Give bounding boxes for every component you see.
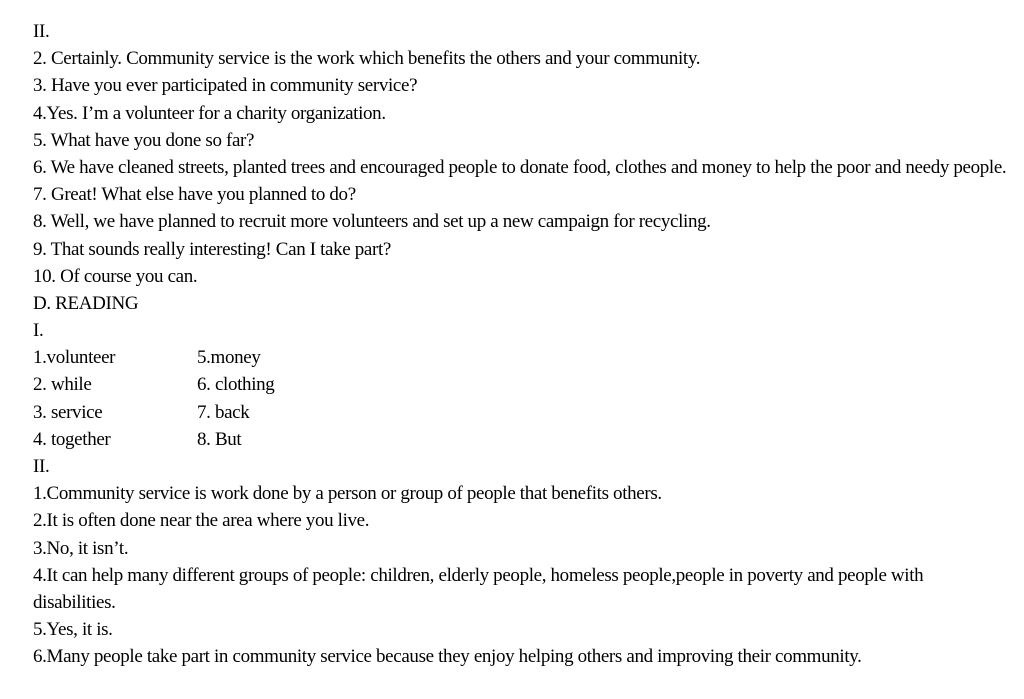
answer-line: 5.Yes, it is. bbox=[33, 619, 113, 641]
answer-row bbox=[33, 344, 1013, 371]
answer-line: 1.Community service is work done by a person or group of people that benefits others. bbox=[33, 483, 662, 505]
answer-line: 10. Of course you can. bbox=[33, 265, 198, 287]
section-heading: II. bbox=[33, 456, 50, 478]
answer-right: 7. back bbox=[197, 401, 250, 423]
answer-line: 4.Yes. I’m a volunteer for a charity organization. bbox=[33, 102, 386, 124]
answer-left: 1.volunteer bbox=[33, 347, 116, 369]
reading-title: D. READING bbox=[33, 292, 139, 314]
answer-line: 6. We have cleaned streets, planted trees and encouraged people to donate food, clothes and money to help the poor and needy people. bbox=[33, 156, 1007, 178]
section-heading: I. bbox=[33, 320, 44, 342]
answer-right: 5.money bbox=[197, 347, 261, 369]
answer-line: 9. That sounds really interesting! Can I take part? bbox=[33, 238, 391, 260]
answer-line: 6.Many people take part in community service because they enjoy helping others and improving their community. bbox=[33, 646, 862, 668]
answer-row bbox=[33, 399, 1013, 426]
section-heading: II. bbox=[33, 21, 50, 42]
answer-line: 4.It can help many different groups of people: children, elderly people, homeless people,people in poverty and people with disabilities. bbox=[33, 564, 924, 613]
answer-right: 8. But bbox=[197, 428, 242, 450]
answer-line: 2.It is often done near the area where you live. bbox=[33, 510, 370, 532]
answer-line: 2. Certainly. Community service is the work which benefits the others and your community. bbox=[33, 48, 701, 70]
answer-left: 3. service bbox=[33, 401, 103, 423]
answer-left: 2. while bbox=[33, 374, 92, 396]
answer-line: 8. Well, we have planned to recruit more volunteers and set up a new campaign for recycling. bbox=[33, 211, 711, 233]
answer-row bbox=[33, 371, 1013, 398]
document-page bbox=[33, 18, 1013, 671]
answer-line: 3.No, it isn’t. bbox=[33, 537, 129, 559]
answer-line: 3. Have you ever participated in community service? bbox=[33, 75, 418, 97]
answer-line: 5. What have you done so far? bbox=[33, 129, 255, 151]
answer-line: 7. Great! What else have you planned to do? bbox=[33, 184, 356, 206]
answer-left: 4. together bbox=[33, 428, 111, 450]
answer-row bbox=[33, 426, 1013, 453]
answer-right: 6. clothing bbox=[197, 374, 275, 396]
